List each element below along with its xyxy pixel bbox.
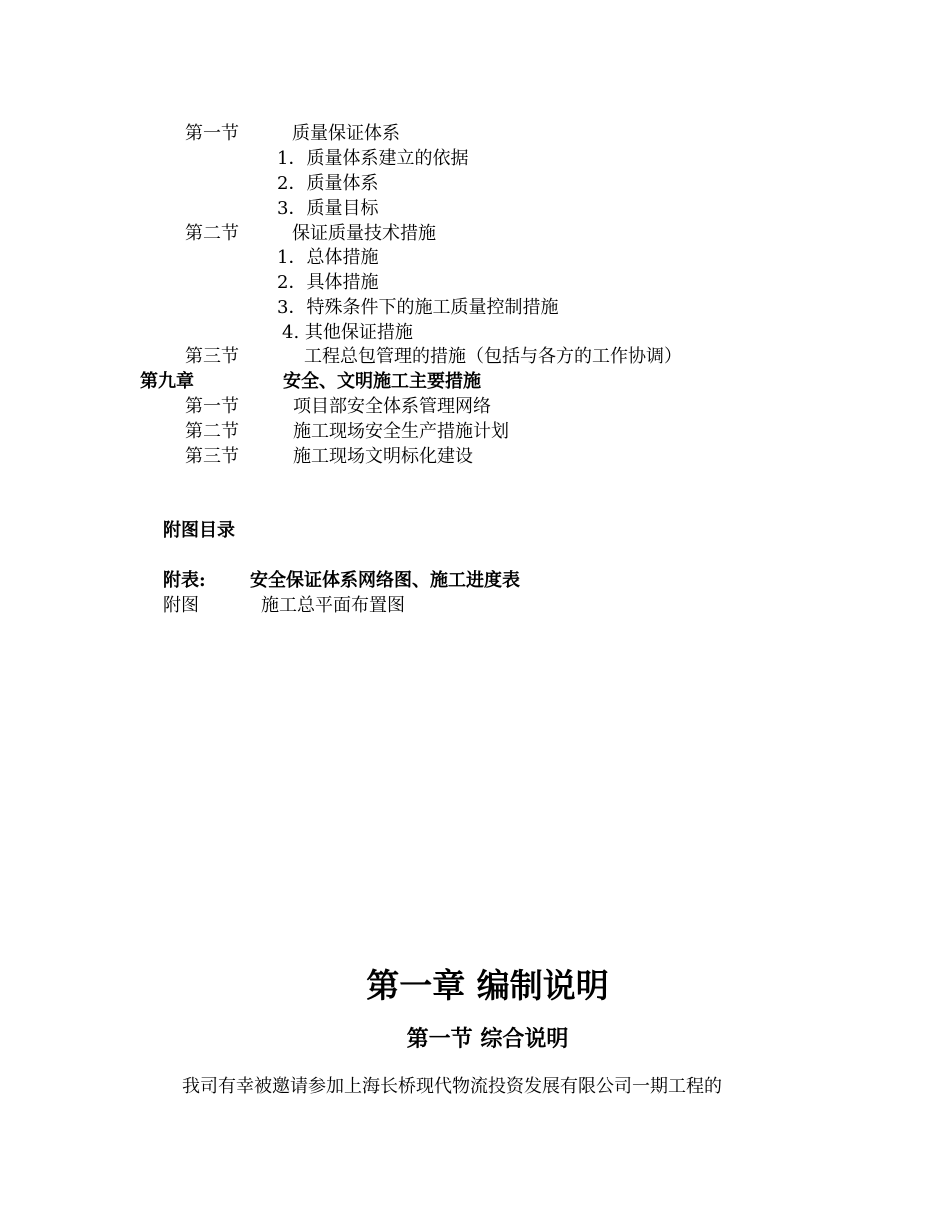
toc-section-title: 项目部安全体系管理网络 [293, 396, 491, 417]
toc-item: 3．质量目标 [277, 198, 379, 219]
toc-item: 1．总体措施 [277, 247, 379, 268]
toc-section-num: 第三节 [185, 346, 239, 367]
toc-section-title: 保证质量技术措施 [292, 223, 436, 244]
appendix-figure-title: 施工总平面布置图 [261, 595, 405, 616]
appendix-table-title: 安全保证体系网络图、施工进度表 [250, 570, 520, 591]
toc-chapter-title: 安全、文明施工主要措施 [283, 371, 481, 392]
chapter-title: 第一章 编制说明 [366, 966, 609, 1005]
toc-section-title: 质量保证体系 [292, 123, 400, 144]
toc-chapter-num: 第九章 [140, 371, 194, 392]
toc-item: 3．特殊条件下的施工质量控制措施 [277, 297, 559, 318]
toc-section-num: 第一节 [185, 396, 239, 417]
toc-section-num: 第三节 [185, 446, 239, 467]
toc-section-num: 第二节 [185, 421, 239, 442]
appendix-table-label: 附表: [163, 570, 206, 591]
toc-item: 4. 其他保证措施 [282, 322, 413, 343]
toc-section-num: 第一节 [185, 123, 239, 144]
appendix-figure-label: 附图 [163, 595, 199, 616]
toc-section-title: 工程总包管理的措施（包括与各方的工作协调） [304, 346, 682, 367]
toc-item: 2．具体措施 [277, 272, 379, 293]
section-title: 第一节 综合说明 [406, 1027, 569, 1052]
toc-section-num: 第二节 [185, 223, 239, 244]
body-paragraph: 我司有幸被邀请参加上海长桥现代物流投资发展有限公司一期工程的 [182, 1076, 722, 1097]
toc-item: 1．质量体系建立的依据 [277, 148, 469, 169]
toc-section-title: 施工现场安全生产措施计划 [293, 421, 509, 442]
toc-section-title: 施工现场文明标化建设 [293, 446, 473, 467]
appendix-heading: 附图目录 [163, 520, 235, 541]
toc-item: 2．质量体系 [277, 173, 379, 194]
